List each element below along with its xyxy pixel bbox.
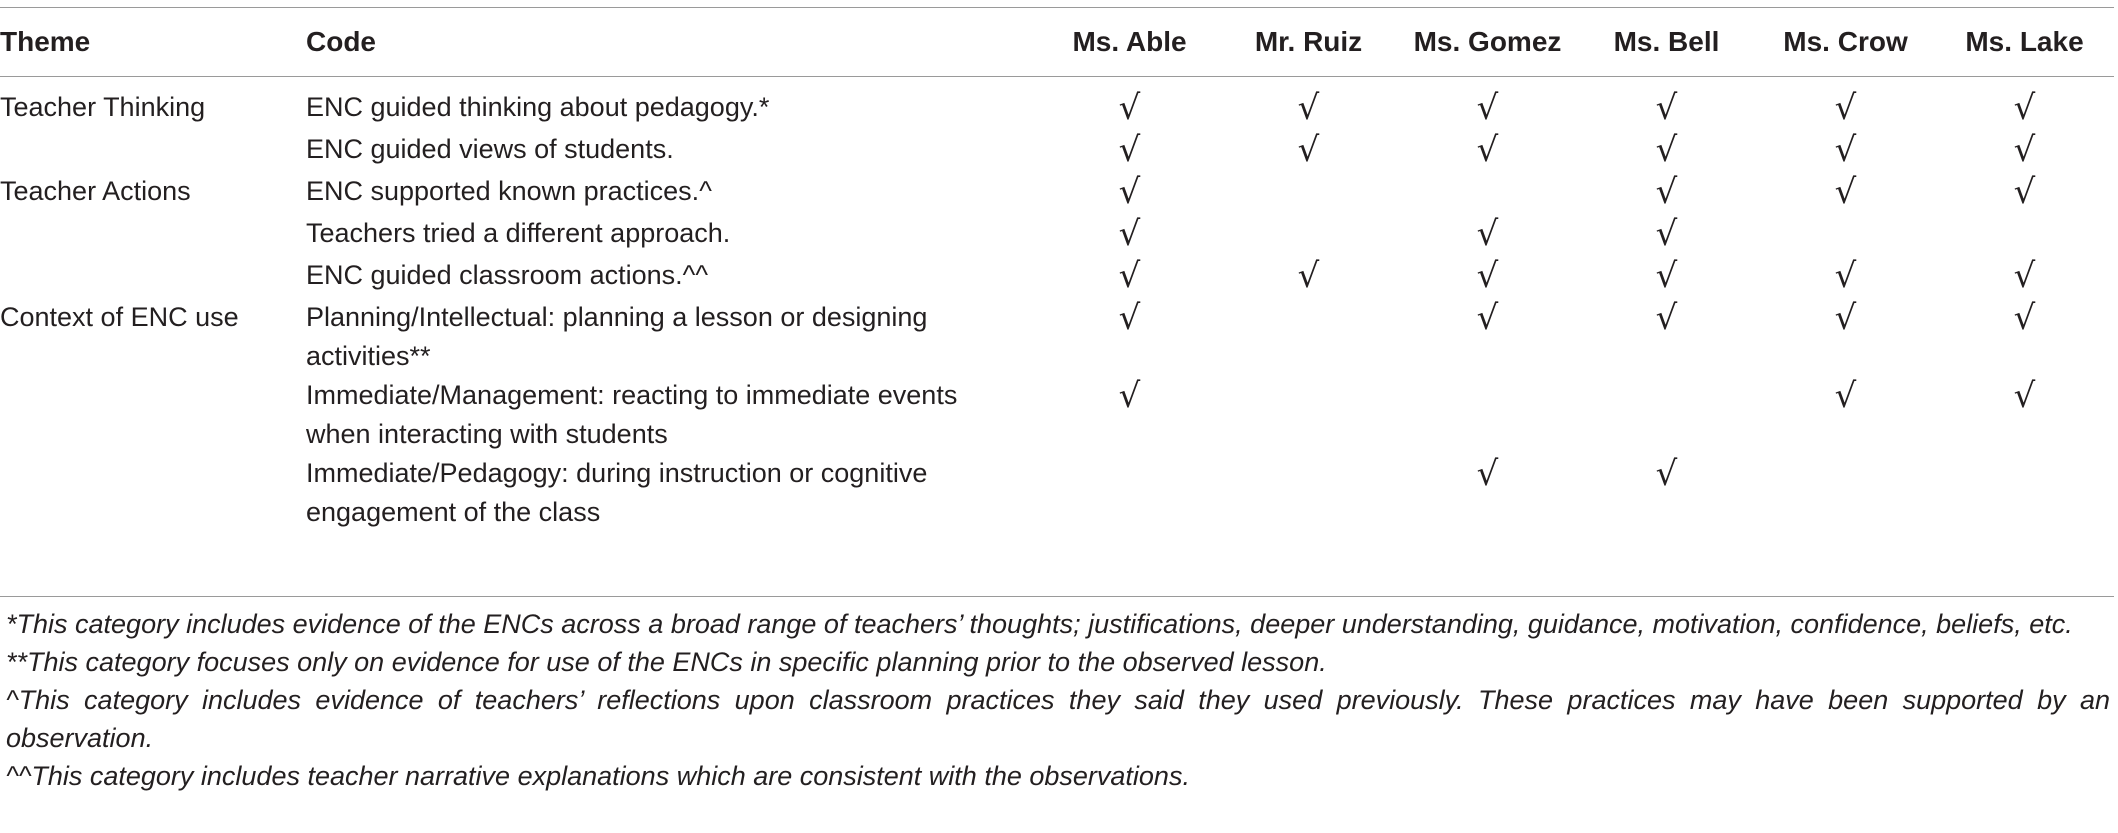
checkmark-icon: √ xyxy=(1834,172,1857,212)
checkmark-icon: √ xyxy=(1118,214,1141,254)
row-code: ENC supported known practices.^ xyxy=(306,176,712,206)
teacher-cell xyxy=(1935,376,2114,454)
checkmark-icon: √ xyxy=(1476,88,1499,128)
teacher-cell xyxy=(1040,256,1219,298)
checkmark-icon: √ xyxy=(2013,130,2036,170)
teacher-cell xyxy=(1577,172,1756,214)
footnote: **This category focuses only on evidence for use of the ENCs in specific planning prior to the observed lesson. xyxy=(6,647,1327,677)
checkmark-icon: √ xyxy=(2013,172,2036,212)
checkmark-icon: √ xyxy=(1476,298,1499,338)
row-code-line: when interacting with students xyxy=(306,419,668,449)
row-theme xyxy=(0,454,306,532)
checkmark-icon: √ xyxy=(1655,256,1678,296)
teacher-cell xyxy=(1756,256,1935,298)
checkmark-icon: √ xyxy=(1476,256,1499,296)
checkmark-icon: √ xyxy=(1476,214,1499,254)
checkmark-icon: √ xyxy=(1655,454,1678,494)
header-teacher: Mr. Ruiz xyxy=(1254,25,1363,57)
teacher-cell xyxy=(1577,214,1756,256)
row-code-line: engagement of the class xyxy=(306,497,601,527)
table-row xyxy=(0,172,2114,214)
teacher-cell xyxy=(1040,454,1219,532)
row-code-line: Immediate/Pedagogy: during instruction or cognitive xyxy=(306,458,928,488)
row-code: ENC guided classroom actions.^^ xyxy=(306,260,709,290)
row-theme: Teacher Thinking xyxy=(0,92,206,122)
teacher-cell xyxy=(1577,298,1756,376)
table-row xyxy=(0,454,2114,532)
checkmark-icon: √ xyxy=(1118,172,1141,212)
checkmark-icon: √ xyxy=(1655,298,1678,338)
row-theme: Context of ENC use xyxy=(0,302,239,332)
row-code: ENC guided thinking about pedagogy.* xyxy=(306,92,770,122)
checkmark-icon: √ xyxy=(1834,376,1857,416)
table-body xyxy=(0,76,2114,532)
teacher-cell xyxy=(1040,214,1219,256)
table-row xyxy=(0,214,2114,256)
teacher-cell xyxy=(1756,130,1935,172)
checkmark-icon: √ xyxy=(1297,256,1320,296)
teacher-cell xyxy=(1219,256,1398,298)
header-teacher: Ms. Gomez xyxy=(1413,25,1562,57)
teacher-cell xyxy=(1398,298,1577,376)
checkmark-icon: √ xyxy=(1118,298,1141,338)
teacher-cell xyxy=(1040,376,1219,454)
teacher-cell xyxy=(1040,298,1219,376)
checkmark-icon: √ xyxy=(1834,130,1857,170)
checkmark-icon: √ xyxy=(1118,130,1141,170)
checkmark-icon: √ xyxy=(1655,172,1678,212)
footnote: ^This category includes evidence of teachers’ reflections upon classroom practices they said they used previously. These practices may have been supported by an observation. xyxy=(6,685,2110,753)
teacher-cell xyxy=(1398,454,1577,532)
checkmark-icon: √ xyxy=(1297,88,1320,128)
teacher-cell xyxy=(1398,130,1577,172)
teacher-cell xyxy=(1219,454,1398,532)
row-code xyxy=(306,376,1040,454)
table-row xyxy=(0,130,2114,172)
footnote: *This category includes evidence of the ENCs across a broad range of teachers’ thoughts; justifications, deeper understanding, guidance, motivation, confidence, beliefs, etc. xyxy=(6,609,2073,639)
teacher-cell xyxy=(1219,376,1398,454)
row-code-line: Immediate/Management: reacting to immediate events xyxy=(306,380,958,410)
teacher-cell xyxy=(1398,214,1577,256)
teacher-cell xyxy=(1219,298,1398,376)
row-code-line: activities** xyxy=(306,341,431,371)
header-teacher: Ms. Lake xyxy=(1965,25,2084,57)
checkmark-icon: √ xyxy=(1834,298,1857,338)
teacher-cell xyxy=(1935,172,2114,214)
row-theme xyxy=(0,376,306,454)
header-theme: Theme xyxy=(0,25,91,57)
teacher-cell xyxy=(1935,130,2114,172)
teacher-cell xyxy=(1219,214,1398,256)
teacher-cell xyxy=(1398,172,1577,214)
teacher-cell xyxy=(1398,76,1577,130)
teacher-cell xyxy=(1219,76,1398,130)
row-code xyxy=(306,298,1040,376)
table-bottom-rule xyxy=(0,596,2114,597)
row-theme xyxy=(0,256,306,298)
teacher-cell xyxy=(1935,454,2114,532)
checkmark-icon: √ xyxy=(2013,376,2036,416)
teacher-cell xyxy=(1219,172,1398,214)
checkmark-icon: √ xyxy=(1118,256,1141,296)
teacher-cell xyxy=(1040,76,1219,130)
row-code: ENC guided views of students. xyxy=(306,134,674,164)
checkmark-icon: √ xyxy=(1118,376,1141,416)
checkmark-icon: √ xyxy=(1655,214,1678,254)
teacher-cell xyxy=(1756,298,1935,376)
table-row xyxy=(0,76,2114,130)
checkmark-icon: √ xyxy=(1834,88,1857,128)
checkmark-icon: √ xyxy=(1655,88,1678,128)
row-theme: Teacher Actions xyxy=(0,176,191,206)
teacher-cell xyxy=(1577,454,1756,532)
row-code-line: Planning/Intellectual: planning a lesson or designing xyxy=(306,302,928,332)
footnote: ^^This category includes teacher narrative explanations which are consistent with the observations. xyxy=(6,761,1190,791)
checkmark-icon: √ xyxy=(2013,298,2036,338)
header-code: Code xyxy=(306,25,376,57)
teacher-cell xyxy=(1577,256,1756,298)
teacher-cell xyxy=(1756,376,1935,454)
table-footnotes xyxy=(6,605,2110,795)
row-theme xyxy=(0,130,306,172)
teacher-cell xyxy=(1935,256,2114,298)
checkmark-icon: √ xyxy=(2013,256,2036,296)
checkmark-icon: √ xyxy=(2013,88,2036,128)
table-row xyxy=(0,298,2114,376)
teacher-cell xyxy=(1577,130,1756,172)
checkmark-icon: √ xyxy=(1476,454,1499,494)
enc-use-table xyxy=(0,7,2114,532)
row-theme xyxy=(0,214,306,256)
teacher-cell xyxy=(1398,376,1577,454)
teacher-cell xyxy=(1935,214,2114,256)
header-teacher: Ms. Able xyxy=(1072,25,1187,57)
teacher-cell xyxy=(1935,76,2114,130)
row-code: Teachers tried a different approach. xyxy=(306,218,731,248)
teacher-cell xyxy=(1040,172,1219,214)
teacher-cell xyxy=(1756,454,1935,532)
table-row xyxy=(0,376,2114,454)
checkmark-icon: √ xyxy=(1297,130,1320,170)
teacher-cell xyxy=(1040,130,1219,172)
header-teacher: Ms. Bell xyxy=(1613,25,1720,57)
checkmark-icon: √ xyxy=(1655,130,1678,170)
checkmark-icon: √ xyxy=(1476,130,1499,170)
table-header-row xyxy=(0,7,2114,76)
header-teacher: Ms. Crow xyxy=(1783,25,1908,57)
teacher-cell xyxy=(1756,214,1935,256)
checkmark-icon: √ xyxy=(1834,256,1857,296)
row-code xyxy=(306,454,1040,532)
teacher-cell xyxy=(1935,298,2114,376)
checkmark-icon: √ xyxy=(1118,88,1141,128)
teacher-cell xyxy=(1219,130,1398,172)
table-row xyxy=(0,256,2114,298)
teacher-cell xyxy=(1756,172,1935,214)
teacher-cell xyxy=(1756,76,1935,130)
teacher-cell xyxy=(1577,76,1756,130)
teacher-cell xyxy=(1577,376,1756,454)
teacher-cell xyxy=(1398,256,1577,298)
